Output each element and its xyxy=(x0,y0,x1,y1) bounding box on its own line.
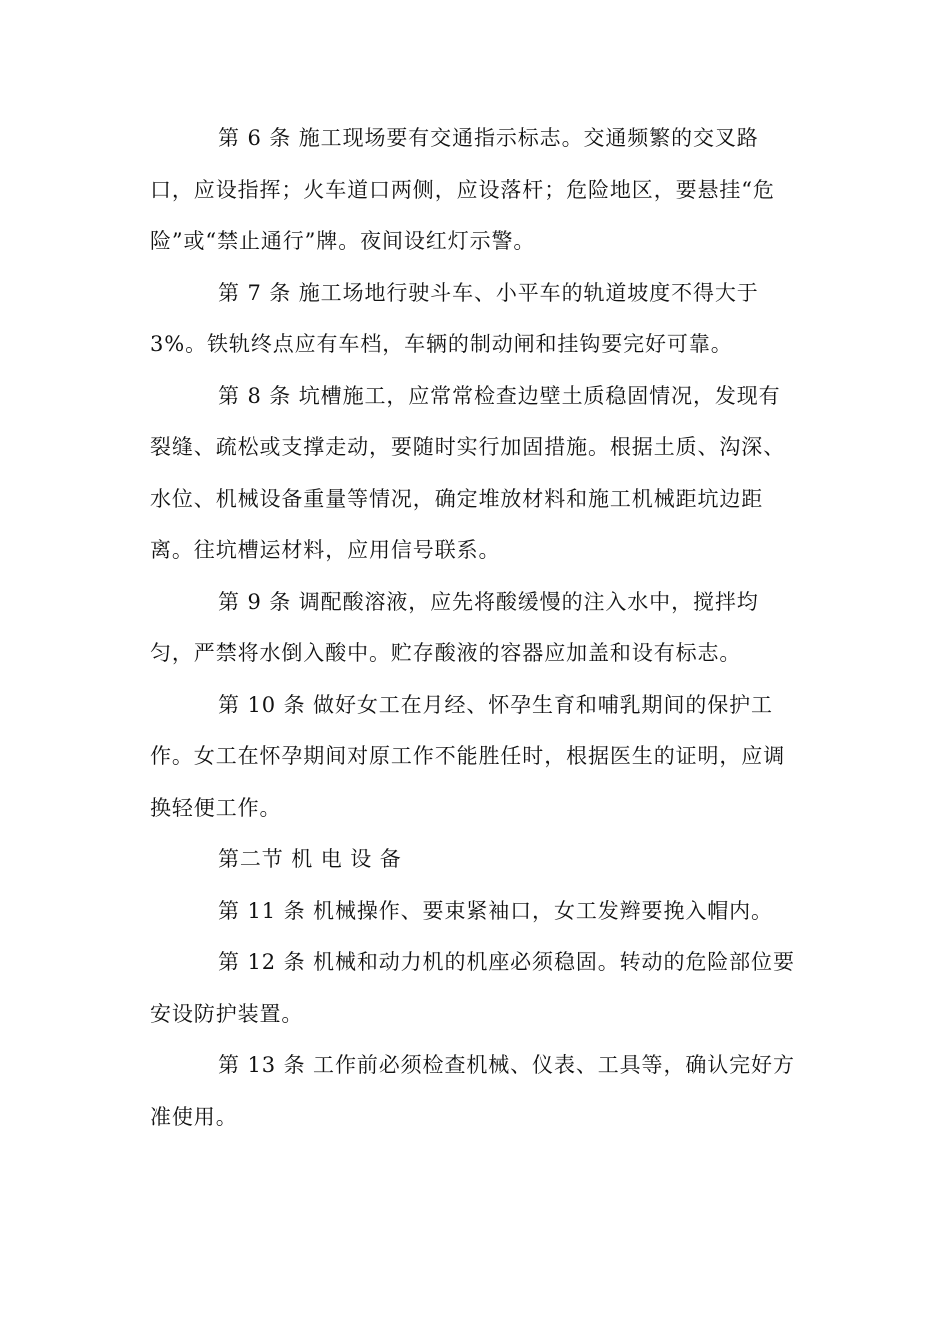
text-line-article-8-3: 水位、机械设备重量等情况，确定堆放材料和施工机械距坑边距 xyxy=(150,487,764,511)
text-line-article-9-2: 匀，严禁将水倒入酸中。贮存酸液的容器应加盖和设有标志。 xyxy=(150,641,742,665)
text-line-article-6-1: 第 6 条 施工现场要有交通指示标志。交通频繁的交叉路 xyxy=(218,126,759,150)
text-line-article-13-1: 第 13 条 工作前必须检查机械、仪表、工具等，确认完好方 xyxy=(218,1053,795,1077)
text-line-article-8-2: 裂缝、疏松或支撑走动，要随时实行加固措施。根据土质、沟深、 xyxy=(150,435,786,459)
text-line-article-11-1: 第 11 条 机械操作、要束紧袖口，女工发辫要挽入帽内。 xyxy=(218,899,773,923)
text-line-article-12-1: 第 12 条 机械和动力机的机座必须稳固。转动的危险部位要 xyxy=(218,950,795,974)
text-line-article-13-2: 准使用。 xyxy=(150,1105,238,1129)
section-heading: 第二节 机 电 设 备 xyxy=(218,847,402,871)
text-line-article-10-2: 作。女工在怀孕期间对原工作不能胜任时，根据医生的证明，应调 xyxy=(150,744,786,768)
text-line-article-10-3: 换轻便工作。 xyxy=(150,796,282,820)
text-line-article-7-1: 第 7 条 施工场地行驶斗车、小平车的轨道坡度不得大于 xyxy=(218,281,759,305)
text-line-article-6-2: 口，应设指挥；火车道口两侧，应设落杆；危险地区，要悬挂“危 xyxy=(150,178,775,202)
text-line-article-7-2: 3%。铁轨终点应有车档，车辆的制动闸和挂钩要完好可靠。 xyxy=(150,332,733,356)
text-line-article-10-1: 第 10 条 做好女工在月经、怀孕生育和哺乳期间的保护工 xyxy=(218,693,773,717)
text-line-article-9-1: 第 9 条 调配酸溶液，应先将酸缓慢的注入水中，搅拌均 xyxy=(218,590,759,614)
text-line-article-8-4: 离。往坑槽运材料，应用信号联系。 xyxy=(150,538,501,562)
text-line-article-6-3: 险”或“禁止通行”牌。夜间设红灯示警。 xyxy=(150,229,536,253)
text-line-article-8-1: 第 8 条 坑槽施工，应常常检查边壁土质稳固情况，发现有 xyxy=(218,384,781,408)
text-line-article-12-2: 安设防护装置。 xyxy=(150,1002,304,1026)
